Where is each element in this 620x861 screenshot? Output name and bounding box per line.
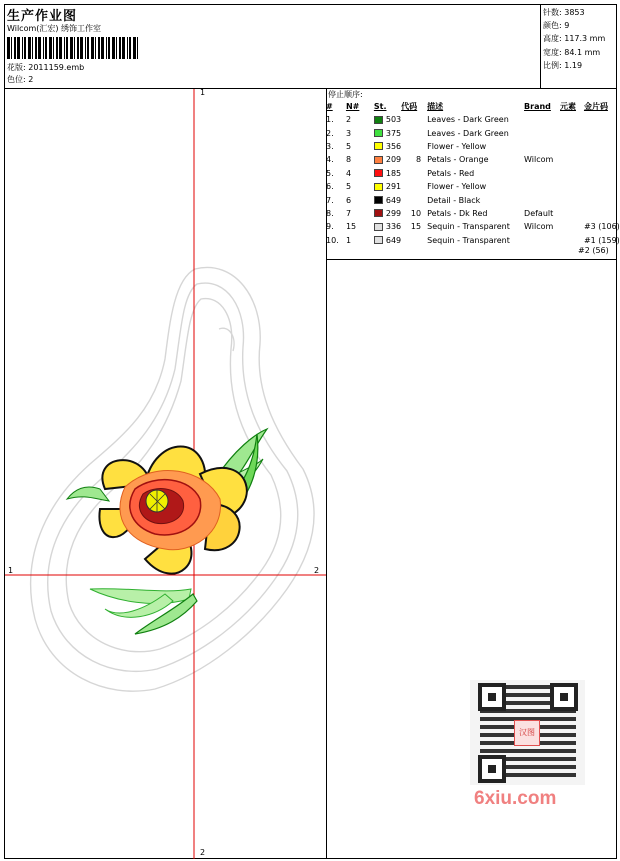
element (560, 153, 584, 166)
stitch-count: 649 (385, 195, 402, 205)
color-change-label: 色位: (7, 75, 26, 84)
brand: Wilcom (524, 155, 554, 165)
element (560, 220, 584, 233)
color-swatch (374, 223, 383, 231)
col-header: 金片码 (583, 102, 608, 111)
needle-number: 3 (345, 128, 352, 138)
stat-height: 高度: 117.3 mm (543, 34, 606, 44)
color-code: 10 (410, 208, 422, 218)
stitch-count: 209 (385, 155, 402, 165)
color-code (401, 113, 427, 126)
stitch-count: 291 (385, 182, 402, 192)
sequence-row (326, 220, 620, 233)
needle-number: 8 (345, 155, 352, 165)
color-swatch (374, 183, 383, 191)
stat-stitches: 针数: 3853 (543, 8, 585, 17)
design-file-row (7, 63, 84, 73)
sequence-row (326, 140, 620, 153)
color-code (401, 180, 427, 193)
axis-label-right: 2 (314, 566, 320, 575)
element (560, 207, 584, 220)
row-number: 9. (326, 222, 334, 232)
col-header: N# (345, 102, 360, 111)
color-swatch (374, 236, 383, 244)
sequin-code (584, 193, 620, 206)
sequence-row (326, 126, 620, 139)
col-header: St. (373, 102, 387, 111)
sequence-header-row (326, 100, 620, 113)
description: Flower - Yellow (427, 141, 487, 151)
needle-number: 4 (345, 168, 352, 178)
brand: Default (524, 208, 554, 218)
brand (524, 126, 560, 139)
col-header: # (326, 102, 333, 111)
sequence-row (326, 167, 620, 180)
description: Leaves - Dark Green (427, 115, 509, 125)
brand (524, 167, 560, 180)
design-preview (5, 89, 326, 859)
stats-panel (543, 6, 605, 72)
sequence-row (326, 153, 620, 166)
row-number: 5. (326, 168, 334, 178)
design-label: 花版: (7, 63, 26, 72)
design-file: 2011159.emb (28, 63, 85, 72)
brand (524, 193, 560, 206)
brand (524, 113, 560, 126)
description: Leaves - Dark Green (427, 128, 509, 138)
watermark-site: 6xiu.com (474, 788, 557, 809)
axis-label-top: 1 (200, 88, 206, 97)
description: Petals - Red (427, 168, 475, 178)
element (560, 113, 584, 126)
col-header: Brand (524, 102, 551, 111)
description: Petals - Orange (427, 155, 489, 165)
sequence-row (326, 193, 620, 206)
description: Petals - Dk Red (427, 208, 488, 218)
stitch-cell (374, 193, 401, 206)
sequence-row (326, 234, 620, 247)
needle-number: 6 (345, 195, 352, 205)
stitch-count: 503 (385, 115, 402, 125)
element (560, 193, 584, 206)
row-number: 7. (326, 195, 334, 205)
stitch-cell (374, 220, 401, 233)
watermark (470, 680, 585, 815)
stamp: 汉图 (514, 720, 540, 746)
stitch-count: 356 (385, 141, 402, 151)
stats-divider (540, 4, 541, 88)
sequin-code (584, 153, 620, 166)
brand: Wilcom (524, 222, 554, 232)
needle-number: 1 (345, 235, 352, 245)
stitch-cell (374, 234, 401, 247)
axis-label-bottom: 2 (200, 848, 206, 857)
stitch-cell (374, 153, 401, 166)
description: Detail - Black (427, 195, 481, 205)
color-change-value: 2 (28, 75, 34, 84)
row-number: 1. (326, 115, 334, 125)
color-code (401, 126, 427, 139)
stat-width: 宽度: 84.1 mm (543, 47, 601, 57)
axis-label-left: 1 (8, 566, 14, 575)
brand (524, 234, 560, 247)
stat-ratio: 比例: 1.19 (543, 60, 583, 70)
color-code (401, 140, 427, 153)
col-header: 元素 (560, 102, 576, 111)
sequence-bottom-divider (326, 259, 617, 260)
sequence-row (326, 180, 620, 193)
row-number: 2. (326, 128, 334, 138)
sequence-table (326, 100, 620, 247)
needle-number: 2 (345, 115, 352, 125)
color-swatch (374, 196, 383, 204)
needle-number: 5 (345, 182, 352, 192)
element (560, 140, 584, 153)
element (560, 167, 584, 180)
sequin-code: #1 (159) (583, 235, 620, 245)
sequin-code: #3 (106) (583, 222, 620, 232)
stitch-cell (374, 207, 401, 220)
row-number: 3. (326, 141, 334, 151)
sequin-code (584, 167, 620, 180)
color-swatch (374, 209, 383, 217)
sequin-code (584, 207, 620, 220)
color-swatch (374, 129, 383, 137)
brand (524, 140, 560, 153)
stitch-count: 299 (385, 208, 402, 218)
stitch-count: 375 (385, 128, 402, 138)
description: Sequin - Transparent (427, 222, 510, 232)
element (560, 180, 584, 193)
row-number: 4. (326, 155, 334, 165)
sequin-code (584, 140, 620, 153)
needle-number: 5 (345, 141, 352, 151)
color-code (401, 234, 427, 247)
stitch-cell (374, 140, 401, 153)
needle-number: 7 (345, 208, 352, 218)
color-swatch (374, 142, 383, 150)
stitch-cell (374, 113, 401, 126)
color-change-row (7, 75, 33, 85)
row-number: 8. (326, 208, 334, 218)
stat-colors: 颜色: 9 (543, 21, 570, 31)
stitch-count: 336 (385, 222, 402, 232)
sequin-code (584, 113, 620, 126)
col-header: 代码 (401, 102, 418, 111)
element (560, 126, 584, 139)
barcode (7, 37, 142, 59)
sequence-row (326, 113, 620, 126)
color-code: 8 (416, 155, 422, 165)
description: Flower - Yellow (427, 182, 487, 192)
row-number: 10. (326, 235, 339, 245)
stitch-cell (374, 167, 401, 180)
color-code: 15 (410, 222, 422, 232)
page-title: 生产作业图 (7, 9, 78, 24)
stitch-count: 649 (385, 235, 402, 245)
color-swatch (374, 156, 383, 164)
sequence-row (326, 207, 620, 220)
sequin-code (584, 180, 620, 193)
stitch-count: 185 (385, 168, 402, 178)
stitch-cell (374, 126, 401, 139)
color-swatch (374, 169, 383, 177)
element (560, 234, 584, 247)
color-code (401, 167, 427, 180)
extra-sequin-count: #2 (56) (578, 246, 609, 255)
needle-number: 15 (345, 222, 357, 232)
studio-name: Wilcom(汇宏) 绣饰工作室 (7, 24, 102, 33)
color-code (401, 193, 427, 206)
stitch-cell (374, 180, 401, 193)
row-number: 6. (326, 182, 334, 192)
description: Sequin - Transparent (427, 235, 510, 245)
brand (524, 180, 560, 193)
sequence-title: 停止顺序: (328, 90, 363, 99)
color-swatch (374, 116, 383, 124)
col-header: 描述 (427, 102, 444, 111)
sequin-code (584, 126, 620, 139)
